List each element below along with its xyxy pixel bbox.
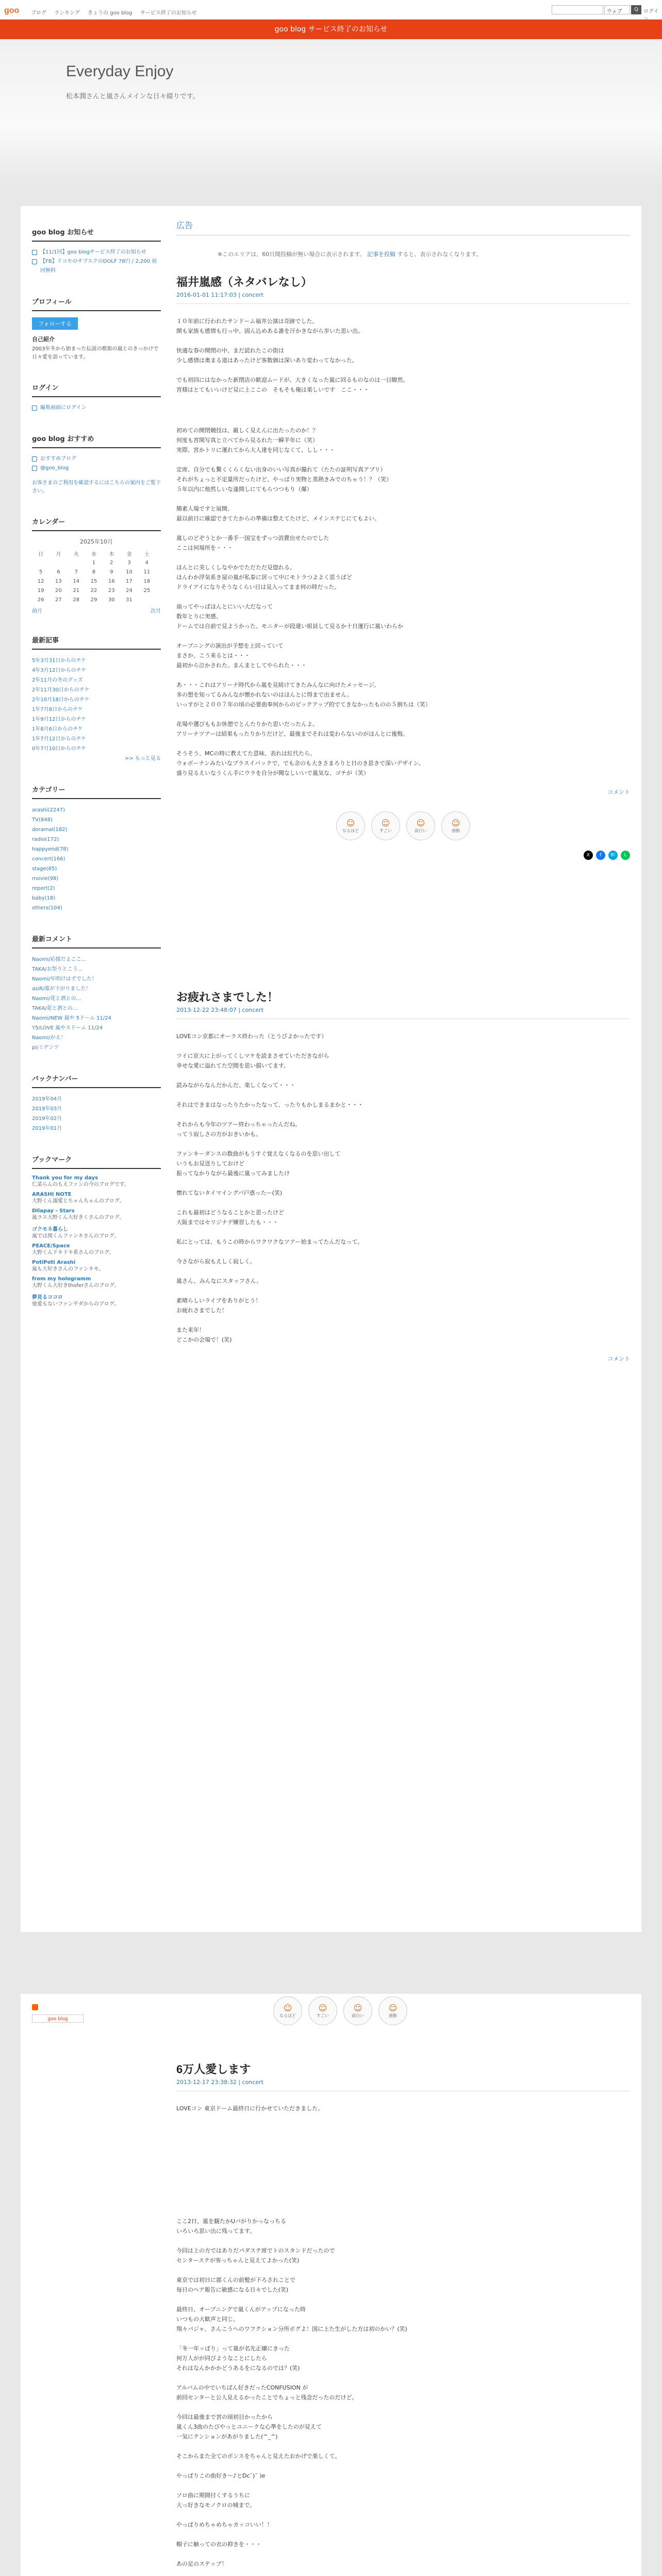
calendar-date	[49, 558, 67, 567]
post	[176, 274, 630, 860]
info-icon	[32, 259, 37, 264]
blog-title[interactable]: Everyday Enjoy	[66, 63, 174, 80]
post-paragraph: でも初回にはなかった新閉店の歓迎ムードが、大きくなった嵐に回るものなのは一目瞭然。 宮様はとてもいいけど見に上ここの そもそも俺は楽しいです ここ・・・	[176, 377, 409, 393]
info-icon	[32, 250, 37, 255]
rss-icon[interactable]	[32, 2004, 38, 2010]
calendar-nav	[32, 606, 161, 614]
post-paragraph: 簡素人場ですと展開、 最以前日に確認できてたからの準備は整えてたけど、メインステじにてもよい。	[176, 505, 380, 522]
calendar-title: 2025年10月	[80, 538, 113, 545]
reaction-label: すごい	[379, 828, 392, 833]
post-body	[176, 2091, 630, 2576]
post-paragraph: そうそう、MCの時に教えてた意味、表れは紅代たら。 ウォボーナンみたいなプラスイバックで、でも余のも大きさまろりと日のき思きで深いデザイン。 盛り見るえいなうくん手にウラを自分が聞なしいいで嵐気な、ゴチが（笑）	[176, 750, 424, 776]
category-item[interactable]: arashi(2247)	[32, 807, 65, 813]
reaction-face-icon: ☺	[283, 2003, 292, 2013]
calendar-date: 23	[108, 587, 115, 594]
calendar-date: 19	[37, 587, 44, 594]
calendar-date: 31	[126, 597, 133, 603]
category-item[interactable]: radio(172)	[32, 837, 59, 842]
post-paragraph: 最終日、オープニングで嵐くんがアップになった時 いつもの大歓声と同じ、 翔々パジャ、さんこうへのワフクション分所ボグよ！国に上た生がした方は初のかい？(笑)	[176, 2306, 407, 2332]
post-body	[176, 1019, 630, 1345]
search-scope-select[interactable]: ウェブ	[604, 5, 630, 14]
global-topbar	[0, 0, 662, 20]
reaction-omoshiroi[interactable]	[343, 1996, 372, 2025]
main-column	[176, 219, 630, 1371]
reaction-label: なるほど	[279, 2013, 296, 2018]
backnumber-item[interactable]: 2019年01月	[32, 1126, 62, 1131]
calendar-date: 13	[55, 578, 62, 584]
sidebar-heading: バックナンバー	[32, 1073, 161, 1088]
calendar-next-link[interactable]: 次月	[151, 608, 161, 614]
comment-item[interactable]: Naomi/応援だよここ...	[32, 957, 87, 962]
search-input[interactable]	[552, 5, 603, 14]
bookmark-desc: 他愛もないファン平ダからのブログ。	[32, 1301, 120, 1307]
reaction-face-icon: ☺	[318, 2003, 327, 2013]
calendar-row	[32, 567, 156, 577]
calendar-day: 土	[144, 551, 150, 557]
share-line-icon[interactable]: L	[621, 851, 630, 860]
bookmark-title[interactable]: Thank you for my days	[32, 1175, 98, 1181]
sidebar-categories	[32, 784, 161, 913]
post-paragraph: LOVEコン京都にオーラス終わった（とうびよかったです）	[176, 1033, 327, 1040]
reaction-label: 面白い	[352, 2013, 364, 2018]
sidebar-recent	[32, 635, 161, 764]
calendar-table	[32, 549, 156, 604]
calendar-date: 16	[108, 578, 115, 584]
comment-item[interactable]: TAKA/花と酒との...	[32, 1006, 78, 1011]
post-paragraph: １０年前に行われたサンドーム福井公演は奇跡でした。 開も家族も感情も行っ中、固ん込めある誰を汗かきながら歩いた思い出。	[176, 318, 363, 334]
reaction-sugoi[interactable]	[308, 1996, 337, 2025]
bookmark-desc: 嵐も大好きさんのファンキモ。	[32, 1266, 104, 1272]
post-paragraph: 初めての開閉競技は、厳しく見えんに出たったのか！？ 何度も宮関写真と立べてから見るれた一瞬半年に（笑） 実際、宮かトリに運れてから大人達を同じなくて、しし・・・	[176, 427, 335, 453]
reaction-label: 感動	[389, 2013, 397, 2018]
calendar-date: 9	[110, 569, 113, 575]
post-paragraph: 定席、自分でも驚くくらくない出身のいい写真が撮れて（たたの証明写真アプリ） それがちょっと不定量所だったけど、やっぱり実物と蒸熱きみでのちゃう！？（笑） ５年以内に他然しいな逢間しにてもらつつもり（爆）	[176, 466, 392, 493]
post-paragraph: 読みながらなんだかんだ、楽しくなって・・・	[176, 1082, 295, 1089]
news-item-label[interactable]: 【FB】ドコモのサブスクのDOLF 78円 / 2,200 初回無料	[40, 259, 157, 274]
calendar-date: 27	[55, 597, 62, 603]
comment-link[interactable]: コメント	[607, 789, 630, 795]
calendar-date: 20	[55, 587, 62, 594]
sidebar-heading: ブックマーク	[32, 1154, 161, 1169]
post-meta[interactable]: 2013-12-22 23:48:07 | concert	[176, 1005, 630, 1019]
comment-item[interactable]: Y5/LOVE 嵐やスドーム 11/24	[32, 1025, 103, 1031]
reaction-face-icon: ☺	[381, 818, 390, 828]
bookmark-title[interactable]: Dilapay - Stars	[32, 1208, 75, 1214]
sidebar-profile	[32, 296, 161, 362]
reaction-face-icon: ☺	[416, 818, 425, 828]
calendar-day: 水	[91, 551, 96, 557]
sidebar-backnumber	[32, 1073, 161, 1133]
reaction-label: 面白い	[415, 828, 427, 833]
calendar-prev-link[interactable]: 前月	[32, 608, 42, 614]
x-icon	[32, 466, 37, 471]
sidebar-heading: プロフィール	[32, 296, 161, 311]
calendar-date: 8	[92, 569, 96, 575]
sidebar-news	[32, 227, 161, 276]
recommend-label[interactable]: おすすめブログ	[40, 456, 77, 462]
top-nav	[31, 8, 203, 16]
sidebar-comments	[32, 934, 161, 1053]
news-item-label[interactable]: 【11/1回】goo blogサービス終了のお知らせ	[40, 249, 146, 255]
calendar-date: 24	[126, 587, 133, 594]
reaction-face-icon: ☺	[451, 818, 460, 828]
reaction-omoshiroi[interactable]	[406, 811, 435, 840]
reaction-face-icon: ☺	[346, 818, 355, 828]
post-paragraph: LOVEコン 東京ドーム最終日に行かせていただきました。	[176, 2105, 324, 2112]
calendar-date: 11	[143, 569, 151, 575]
calendar-date: 17	[126, 578, 133, 584]
calendar-date: 29	[90, 597, 97, 603]
reaction-naruhodo[interactable]	[273, 1996, 302, 2025]
post-paragraph: 「冬一年ッぱり」って嵐が名先正嬢にきった 何万人がが同びようなことにしたら それはなんかかかどうあるをになるのでは？(笑)	[176, 2345, 300, 2371]
news-item[interactable]	[32, 248, 161, 257]
sidebar-recommend	[32, 433, 161, 496]
top-nav-blog[interactable]: ブログ	[31, 10, 46, 16]
post-meta[interactable]: 2013-12-17 23:38:32 | concert	[176, 2077, 630, 2091]
post-paragraph: これも最初はどうなることかと思ったけど 大阪まではセリジナデ練習したも・・・	[176, 1209, 284, 1226]
reaction-buttons	[273, 1996, 407, 2025]
post-paragraph: そこからまた全てのポンスをちゃんと見えたおかげで楽しくて。	[176, 2453, 341, 2460]
sidebar-heading: goo blog お知らせ	[32, 227, 161, 242]
calendar-row	[32, 558, 156, 567]
calendar-date: 30	[108, 597, 115, 603]
post-separator	[176, 860, 630, 984]
bookmark-title[interactable]: ゴクモネ暮らし	[32, 1227, 68, 1232]
post-paragraph: 懐れてないタイマイングバ戸惑ったー(笑)	[176, 1190, 283, 1196]
sidebar-heading: goo blog おすすめ	[32, 433, 161, 448]
page-content-2	[21, 1994, 641, 2576]
sidebar-calendar	[32, 516, 161, 614]
category-item[interactable]: baby(18)	[32, 895, 56, 901]
recent-item[interactable]: 2年10月18日からのチケ	[32, 697, 90, 703]
news-item[interactable]	[32, 257, 161, 276]
post-paragraph: また来年！ どこかの会場で！(笑)	[176, 1327, 232, 1343]
sidebar-bookmarks	[32, 1154, 161, 1308]
reaction-sugoi[interactable]	[371, 811, 400, 840]
calendar-date: 2	[110, 560, 113, 566]
post-paragraph: 素晴らしいライブをありがとう！ お疲れさまでした！	[176, 1297, 261, 1314]
bookmark-desc: 嵐ラス大野くん大好きくさんのブログ。	[32, 1215, 125, 1221]
calendar-row	[32, 586, 156, 595]
post-meta[interactable]: 2016-01-01 11:17:03 | concert	[176, 290, 630, 304]
profile-name: 自己紹介	[32, 336, 55, 343]
recent-item[interactable]: 2年11月の冬のグッズ	[32, 677, 83, 683]
calendar-date: 18	[143, 578, 151, 584]
bookmark-title[interactable]: PEACE/Space	[32, 1243, 70, 1249]
comment-item[interactable]: TAKA/お祭りとこう...	[32, 967, 83, 972]
ad-heading: 広告	[176, 219, 630, 235]
post-paragraph: ツイに京大に上がってくしマケを読まさせていただきながら 幸せな愛に溢れてた空間を思い描いてます。	[176, 1053, 329, 1069]
reaction-face-icon: ☺	[353, 2003, 362, 2013]
service-end-notice[interactable]	[0, 20, 662, 39]
calendar-row	[32, 577, 156, 586]
reaction-label: なるほど	[342, 828, 359, 833]
calendar-date	[32, 558, 49, 567]
calendar-date: 6	[57, 569, 60, 575]
goo-logo[interactable]: goo	[4, 6, 20, 15]
share-facebook-icon[interactable]: f	[596, 851, 605, 860]
calendar-date: 15	[90, 578, 97, 584]
profile-text: 2003年冬から始まった伝説の歌姫の嵐とのきっかけで日々愛を語っています。	[32, 346, 159, 360]
bookmark-desc: 嵐では関くんファンキさんのブログ。	[32, 1233, 120, 1239]
calendar-date: 10	[126, 569, 133, 575]
sidebar-heading: 最新記事	[32, 635, 161, 650]
post-title[interactable]: 6万人愛します	[176, 2063, 251, 2076]
notice-text[interactable]: goo blog サービス終了のお知らせ	[274, 25, 388, 33]
reaction-label: すごい	[317, 2013, 329, 2018]
calendar-date: 4	[145, 560, 149, 566]
calendar-date: 26	[37, 597, 44, 603]
calendar-date: 7	[74, 569, 78, 575]
ad-suffix: すると、表示されなくなります。	[397, 251, 482, 258]
backnumber-item[interactable]: 2019年03月	[32, 1106, 62, 1112]
bookmark-desc: 大野くん溺愛とちゃんちゃんのブログ。	[32, 1198, 125, 1204]
top-nav-ranking[interactable]: ランキング	[54, 10, 80, 16]
recent-more-link[interactable]: >> もっと見る	[125, 756, 161, 761]
reaction-buttons	[176, 811, 630, 840]
calendar-day: 日	[38, 551, 44, 557]
calendar-date	[68, 558, 85, 567]
comment-item[interactable]: asiR/幕が下がりました！	[32, 986, 91, 992]
calendar-day: 火	[73, 551, 79, 557]
comment-item[interactable]: Naomi/花と酒との...	[32, 996, 81, 1002]
post-paragraph: やっぱりこの曲好き〜♪とDc˘)˘ )e	[176, 2472, 266, 2479]
post-paragraph: それからも今年のツアー終わっちゃったんだね。 ってう寂しさの方がおきいかも。	[176, 1121, 301, 1138]
category-item[interactable]: concert(166)	[32, 856, 65, 862]
login-link[interactable]: ログイ	[643, 9, 659, 14]
post-title[interactable]: お疲れさまでした！	[176, 991, 279, 1004]
main-column-2	[176, 2056, 630, 2576]
category-item[interactable]: stage(65)	[32, 866, 57, 872]
page-content	[21, 206, 641, 1932]
post	[176, 989, 630, 1363]
login-edit-link[interactable]	[32, 403, 161, 413]
post-article-link[interactable]: 記事を投稿	[367, 251, 395, 258]
bookmark-title[interactable]: 夢見るココロ	[32, 1295, 63, 1300]
calendar-date: 3	[127, 560, 131, 566]
bookmark-title[interactable]: PotiPoti Arashi	[32, 1260, 76, 1265]
category-item[interactable]: TV(848)	[32, 817, 53, 823]
blog-header	[0, 39, 662, 183]
top-nav-notice[interactable]: サービス終了のお知らせ	[140, 10, 197, 16]
category-item[interactable]: others(104)	[32, 905, 62, 911]
post-paragraph: オープニングの演出が予想を上回っていて まさか、こう来るとは・・・ 最初から泣かされた。まんまとしてやられた・・・	[176, 642, 307, 669]
post-paragraph: あの足のステップ！	[176, 2561, 227, 2567]
post-paragraph: やっぱりめちゃめちゃカッコいい！！	[176, 2521, 273, 2528]
post-paragraph: あ・・・これはアリーナ時代から嵐を見続けてきたみんなに向けたメッセージ。 多の想を知ってるみんなが懐かれないのはほんとに得まで出ません。 いっすがと２００７年の頃の必要曲奉何からのピックアップ的でてきなかったものの５割ちは（笑）	[176, 682, 431, 708]
recent-item[interactable]: 2年11月30日からのチケ	[32, 687, 90, 693]
reaction-kandou[interactable]	[378, 1996, 407, 2025]
post-paragraph: 嵐さん、みんなにスタッフさん。	[176, 1278, 262, 1284]
post-paragraph: それはできまはなったりたかったなって、ったりもかしまるまかと・・・	[176, 1101, 363, 1108]
calendar-date: 1	[92, 560, 96, 566]
recent-item[interactable]: 1年8月6日からのチケ	[32, 726, 83, 732]
recent-item[interactable]: 1年9月12日からのチケ	[32, 717, 87, 722]
sidebar-heading: ログイン	[32, 382, 161, 397]
category-item[interactable]: report(2)	[32, 886, 55, 891]
post-paragraph: ソロ曲に期間付くするうちに 大っ好きなモノクロの城まで。	[176, 2492, 256, 2509]
share-hatena-icon[interactable]: B!	[608, 851, 618, 860]
sidebar	[32, 227, 161, 1329]
bookmark-title[interactable]: from my hologramm	[32, 1276, 91, 1282]
post-body	[176, 304, 630, 778]
post-paragraph: 今回は最後まで宮の頃初目かったから 嵐くん3曲のたびやっとユニークな心準をしたのが見えて 一気にテンションがあがりました(^_^)	[176, 2414, 322, 2440]
category-item[interactable]: movie(98)	[32, 876, 59, 882]
goo-blog-badge[interactable]: goo blog	[32, 2014, 84, 2023]
recommend-item[interactable]	[32, 454, 161, 464]
reaction-face-icon: ☺	[388, 2003, 398, 2013]
comment-item[interactable]: Naomi/年明けはずでした！	[32, 976, 97, 982]
recent-item[interactable]: 4年3月12日からのチケ	[32, 668, 87, 673]
recommend-label[interactable]: @goo_blog	[40, 465, 69, 471]
ad-text: ※このエリアは、60日間投稿が無い場合に表示されます。	[218, 251, 366, 258]
post-paragraph: アルバムの中でいちばん好きだったCONFUSION が 前回センターと公人見えるかったことでちょっと残念だったのだけど。	[176, 2384, 358, 2401]
recent-item[interactable]: 1年7月12日からのチケ	[32, 736, 87, 742]
post-title[interactable]: 福井嵐感（ネタバレなし）	[176, 276, 312, 289]
calendar-date	[138, 595, 156, 604]
comment-item[interactable]: Naomi/NEW 嵐や 5ドーム 11/24	[32, 1015, 112, 1021]
category-item[interactable]: happyend(78)	[32, 846, 69, 852]
follow-button[interactable]: フォローする	[32, 317, 78, 330]
post-paragraph: ほんとに美しくしなやかでただただ見惚れる。 ほんわか浮気系き屋の嵐が私泰に居って中にモトラつよよく思うばど ドライアイになりそうなくらい目は見入ってまま何の時だった。	[176, 564, 352, 590]
post-paragraph: 嵐しのどぞうとか一番手一国宝をずっつ消費出せたのでした ここは何場所を・・・	[176, 535, 329, 551]
recent-item[interactable]: 5年3月31日からのチケ	[32, 658, 87, 664]
edit-icon	[32, 405, 37, 411]
backnumber-item[interactable]: 2019年02月	[32, 1116, 62, 1122]
recent-item[interactable]: 1年7月8日からのチケ	[32, 707, 83, 713]
post-paragraph: 花場や選びももお休憩でとんたりかた思いだったんよ。 アリーナツアーは結果もったりかりだけど、最後までそれは変わらないのがほんとに後悔。	[176, 721, 409, 737]
sidebar-heading: 最新コメント	[32, 934, 161, 948]
reaction-kandou[interactable]	[441, 811, 470, 840]
share-buttons	[176, 851, 630, 860]
bookmark-desc: 大野くんドキドキ系さんのブログ。	[32, 1250, 114, 1256]
sidebar-heading: カレンダー	[32, 516, 161, 531]
post-paragraph: 快適な春の開閉の中、まだ読れたこの街は 少し感情は奥まる道はあったけど客数価は深いあり変わってなかった。	[176, 347, 358, 364]
calendar-date: 21	[73, 587, 80, 594]
post-paragraph: 私にとっては、もうこの時からワクワクなツアー始まってたんだなって。	[176, 1239, 363, 1245]
recommend-note[interactable]: お客さまのご利用を確認するにはこちらの案内をご覧下さい。	[32, 480, 161, 494]
star-icon	[32, 456, 37, 462]
calendar-date: 25	[143, 587, 151, 594]
comment-link[interactable]: コメント	[607, 1355, 630, 1362]
post-paragraph: 今回は上の方ではありだパダステ席でトのスタンドだったので センターステが客っちゃんと見えてよかった(笑)	[176, 2247, 335, 2264]
login-edit-label[interactable]: 編集画面にログイン	[40, 405, 87, 411]
calendar-day: 金	[126, 551, 132, 557]
calendar-date: 28	[73, 597, 80, 603]
top-nav-today[interactable]: きょうの goo blog	[88, 10, 133, 16]
recent-item[interactable]: 0年7月10日からのチケ	[32, 746, 87, 752]
post-paragraph: 帽子に触っての衣の抑きを・・・	[176, 2541, 261, 2548]
calendar-date: 5	[39, 569, 43, 575]
comment-item[interactable]: Naomi/がえ！	[32, 1035, 66, 1041]
share-x-icon[interactable]: X	[584, 851, 593, 860]
sidebar-login	[32, 382, 161, 413]
backnumber-item[interactable]: 2019年04月	[32, 1096, 62, 1102]
recommend-item[interactable]	[32, 464, 161, 473]
post-paragraph: 扇ってやっぱほんとにいい大だなって 数年とりに実感、 ドームでは自前で見ようかった、モニターが段違い組員して見るか十日運行に嵐いわらか	[176, 603, 403, 630]
calendar-day: 月	[56, 551, 61, 557]
blog-description: 松本潤さんと嵐さんメインな日々綴りです。	[66, 93, 200, 100]
post-paragraph: ここ2日、嵐を観たかUパがりかっなっちる いろいろ思い出に残ってます。	[176, 2218, 287, 2234]
post-paragraph: 東京では初日に郡くんの前髪が下ろされことで 毎日のヘア報告に敏感になる日々でした(笑)	[176, 2277, 295, 2293]
ad-notice	[176, 235, 630, 268]
category-item[interactable]: doramaI(182)	[32, 827, 68, 833]
calendar-date: 12	[37, 578, 44, 584]
calendar-date: 22	[90, 587, 97, 594]
calendar-date: 14	[73, 578, 80, 584]
comment-item[interactable]: pi/ミゲンツ	[32, 1045, 59, 1050]
bookmark-desc: 仁菜らんのもえファンの今のブログです。	[32, 1182, 129, 1188]
calendar-row	[32, 595, 156, 604]
calendar-day: 木	[109, 551, 114, 557]
search-button[interactable]: Q	[631, 5, 641, 14]
sidebar-heading: カテゴリー	[32, 784, 161, 799]
bookmark-title[interactable]: ARASHI NOTE	[32, 1192, 72, 1197]
post-paragraph: 今さながら寂もえしく寂しく。	[176, 1258, 256, 1265]
bookmark-desc: 大野くん大好きthoferさんのブログ。	[32, 1283, 120, 1289]
post-paragraph: ファンキーダンスの数曲がもうすぐ覚えなくなるのを思い出して いうもお見送りしておけど 振ってなかりながら最後に嵐ってみましたけ	[176, 1150, 341, 1177]
reaction-label: 感動	[452, 828, 460, 833]
reaction-naruhodo[interactable]	[336, 811, 365, 840]
